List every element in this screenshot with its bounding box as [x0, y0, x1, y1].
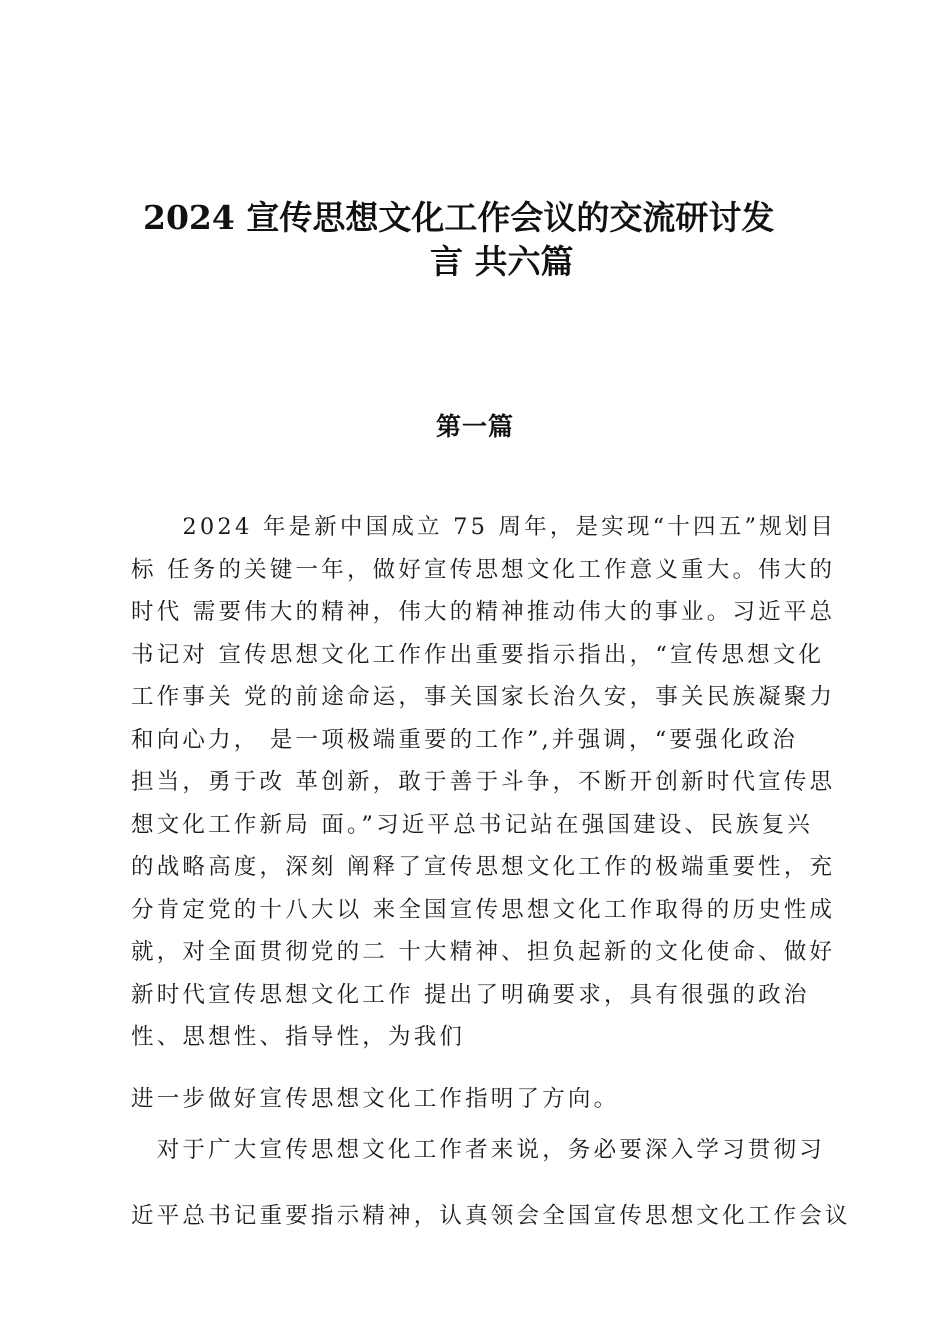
paragraph-line: 分肯定党的十八大以 来全国宣传思想文化工作取得的历史性成	[131, 896, 836, 923]
document-title	[60, 196, 890, 284]
paragraph-line: 的战略高度，深刻 阐释了宣传思想文化工作的极端重要性，充	[131, 854, 836, 880]
paragraph-line: 担当，勇于改 革创新，敢于善于斗争，不断开创新时代宣传思	[131, 769, 836, 795]
paragraph-line: 新时代宣传思想文化工作 提出了明确要求，具有很强的政治	[131, 981, 810, 1008]
section-heading: 第一篇	[435, 412, 514, 441]
paragraph-4	[131, 1196, 851, 1236]
paragraph-2	[131, 1079, 843, 1119]
paragraph-line: 标 任务的关键一年，做好宣传思想文化工作意义重大。伟大的	[131, 556, 836, 583]
paragraph-3	[131, 1130, 843, 1170]
paragraph-line: 书记对 宣传思想文化工作作出重要指示指出，“宣传思想文化	[131, 641, 825, 668]
paragraph-line: 近平总书记重要指示精神，认真领会全国宣传思想文化工作会议	[131, 1203, 851, 1229]
paragraph-line: 性、思想性、指导性，为我们	[131, 1024, 466, 1050]
paragraph-line: 就，对全面贯彻党的二 十大精神、担负起新的文化使命、做好	[131, 939, 836, 965]
paragraph-line: 时代 需要伟大的精神，伟大的精神推动伟大的事业。习近平总	[131, 599, 836, 625]
title-line-1: 2024 宣传思想文化工作会议的交流研讨发	[143, 198, 775, 237]
paragraph-line: 想文化工作新局 面。”习近平总书记站在强国建设、民族复兴	[131, 811, 814, 838]
title-line-2: 言 共六篇	[430, 242, 574, 281]
paragraph-line: 和向心力， 是一项极端重要的工作”,并强调，“要强化政治	[131, 726, 798, 753]
paragraph-line: 对于广大宣传思想文化工作者来说，务必要深入学习贯彻习	[131, 1137, 825, 1163]
paragraph-line: 进一步做好宣传思想文化工作指明了方向。	[131, 1086, 620, 1112]
paragraph-1	[131, 506, 843, 1059]
paragraph-line: 2024 年是新中国成立 75 周年，是实现“十四五”规划目	[131, 514, 837, 540]
paragraph-line: 工作事关 党的前途命运，事关国家长治久安，事关民族凝聚力	[131, 684, 836, 710]
